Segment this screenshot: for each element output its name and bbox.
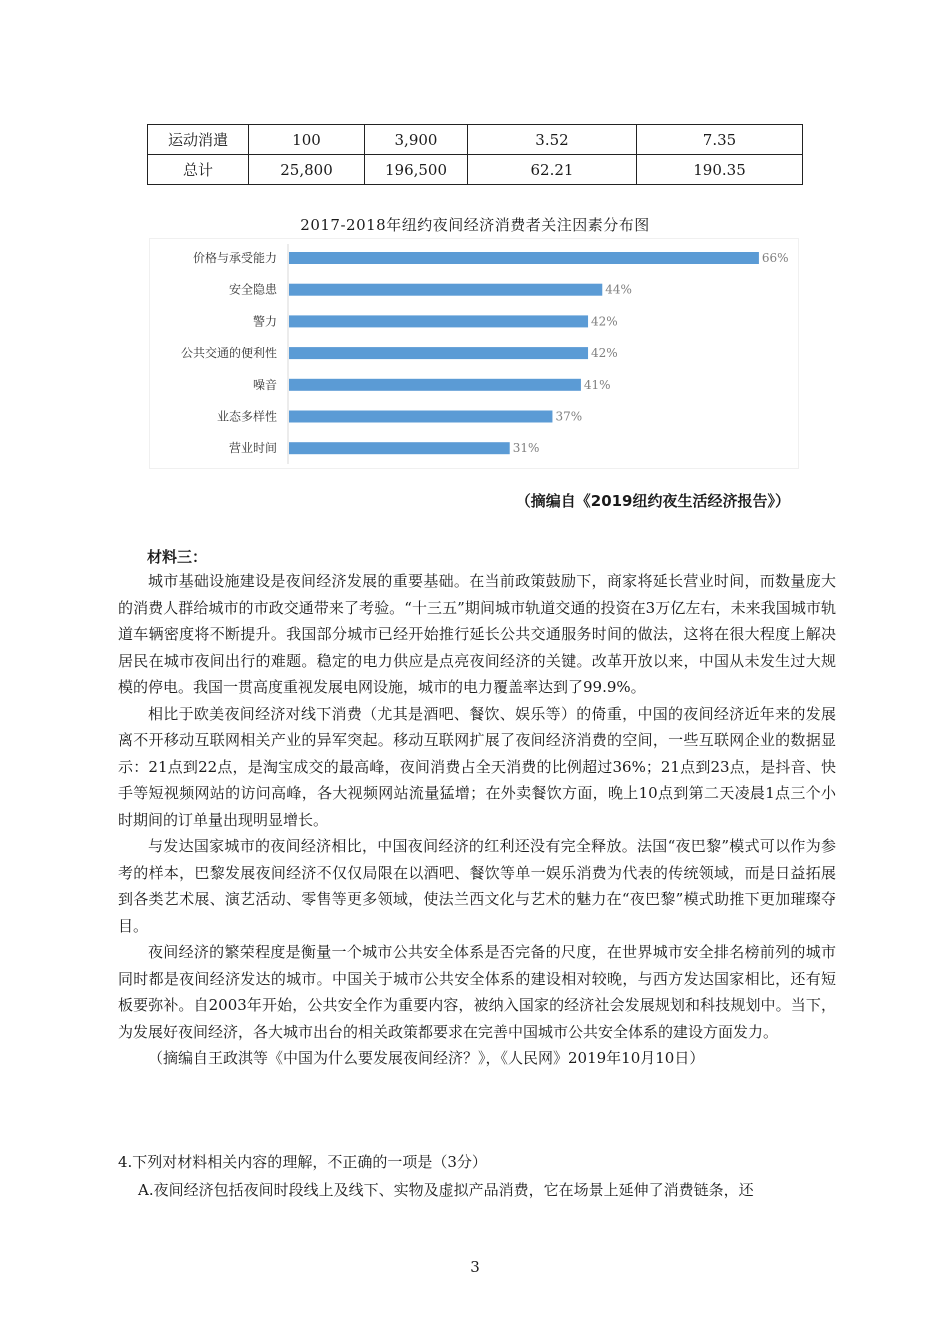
data-table xyxy=(147,124,803,185)
question xyxy=(118,1148,838,1204)
question-stem: 4.下列对材料相关内容的理解，不正确的一项是（3分） xyxy=(118,1153,487,1171)
table-cell: 总计 xyxy=(148,155,249,185)
material-body xyxy=(118,568,836,1072)
value-label: 66% xyxy=(761,251,789,265)
category-label: 警力 xyxy=(252,314,277,329)
bar xyxy=(289,284,602,296)
paragraph: 与发达国家城市的夜间经济相比，中国夜间经济的红利还没有完全释放。法国“夜巴黎”模式可以作为参考的样本，巴黎发展夜间经济不仅仅局限在以酒吧、餐饮等单一娱乐消费为代表的传统领域，而是日益拓展到各类艺术展、演艺活动、零售等更多领域，使法兰西文化与艺术的魅力在“夜巴黎”模式助推下更加璀璨夺目。 xyxy=(118,837,836,935)
table-cell: 196,500 xyxy=(365,155,468,185)
table-row xyxy=(148,125,803,155)
paragraph: 夜间经济的繁荣程度是衡量一个城市公共安全体系是否完备的尺度，在世界城市安全排名榜前列的城市同时都是夜间经济发达的城市。中国关于城市公共安全体系的建设相对较晚，与西方发达国家相比，还有短板要弥补。自2003年开始，公共安全作为重要内容，被纳入国家的经济社会发展规划和科技规划中。当下，为发展好夜间经济，各大城市出台的相关政策都要求在完善中国城市公共安全体系的建设方面发力。 xyxy=(118,943,836,1041)
bar xyxy=(289,411,552,423)
paragraph: 城市基础设施建设是夜间经济发展的重要基础。在当前政策鼓励下，商家将延长营业时间，而数量庞大的消费人群给城市的市政交通带来了考验。“十三五”期间城市轨道交通的投资在3万亿左右，未来我国城市轨道车辆密度将不断提升。我国部分城市已经开始推行延长公共交通服务时间的做法，这将在很大程度上解决居民在城市夜间出行的难题。稳定的电力供应是点亮夜间经济的关键。改革开放以来，中国从未发生过大规模的停电。我国一贯高度重视发展电网设施，城市的电力覆盖率达到了99.9%。 xyxy=(118,572,836,696)
bar xyxy=(289,315,588,327)
table-cell: 3.52 xyxy=(468,125,637,155)
citation: （摘编自王政淇等《中国为什么要发展夜间经济？》，《人民网》2019年10月10日） xyxy=(148,1049,705,1067)
value-label: 42% xyxy=(591,314,618,329)
table-cell: 100 xyxy=(249,125,365,155)
bar xyxy=(289,442,510,454)
category-label: 公共交通的便利性 xyxy=(180,346,277,361)
value-label: 42% xyxy=(591,346,618,361)
value-label: 37% xyxy=(555,409,583,424)
table-cell: 7.35 xyxy=(637,125,803,155)
option-a: A.夜间经济包括夜间时段线上及线下、实物及虚拟产品消费，它在场景上延伸了消费链条，还 xyxy=(138,1181,754,1199)
table-cell: 运动消遣 xyxy=(148,125,249,155)
table-cell: 3,900 xyxy=(365,125,468,155)
category-label: 业态多样性 xyxy=(216,409,277,424)
category-label: 安全隐患 xyxy=(228,282,277,297)
material-heading: 材料三： xyxy=(147,548,208,566)
paragraph: 相比于欧美夜间经济对线下消费（尤其是酒吧、餐饮、娱乐等）的倚重，中国的夜间经济近年来的发展离不开移动互联网相关产业的异军突起。移动互联网扩展了夜间经济消费的空间，一些互联网企业的数据显示：21点到22点，是淘宝成交的最高峰，夜间消费占全天消费的比例超过36%；21点到23点，是抖音、快手等短视频网站的访问高峰，各大视频网站流量猛增；在外卖餐饮方面，晚上10点到第二天凌晨1点三个小时期间的订单量出现明显增长。 xyxy=(118,704,836,829)
source-note: （摘编自《2019纽约夜生活经济报告》） xyxy=(515,492,790,510)
page-number: 3 xyxy=(470,1258,480,1276)
bar-chart xyxy=(149,238,799,469)
bar xyxy=(289,379,581,391)
category-label: 营业时间 xyxy=(228,441,277,456)
value-label: 44% xyxy=(605,282,632,297)
category-label: 噪音 xyxy=(252,377,277,392)
bar xyxy=(289,347,588,359)
table-cell: 190.35 xyxy=(637,155,803,185)
table-cell: 62.21 xyxy=(468,155,637,185)
category-label: 价格与承受能力 xyxy=(192,251,277,265)
bar xyxy=(289,252,759,264)
value-label: 31% xyxy=(512,441,540,456)
table-row xyxy=(148,155,803,185)
chart-title: 2017-2018年纽约夜间经济消费者关注因素分布图 xyxy=(300,216,650,234)
value-label: 41% xyxy=(583,377,611,392)
table-cell: 25,800 xyxy=(249,155,365,185)
